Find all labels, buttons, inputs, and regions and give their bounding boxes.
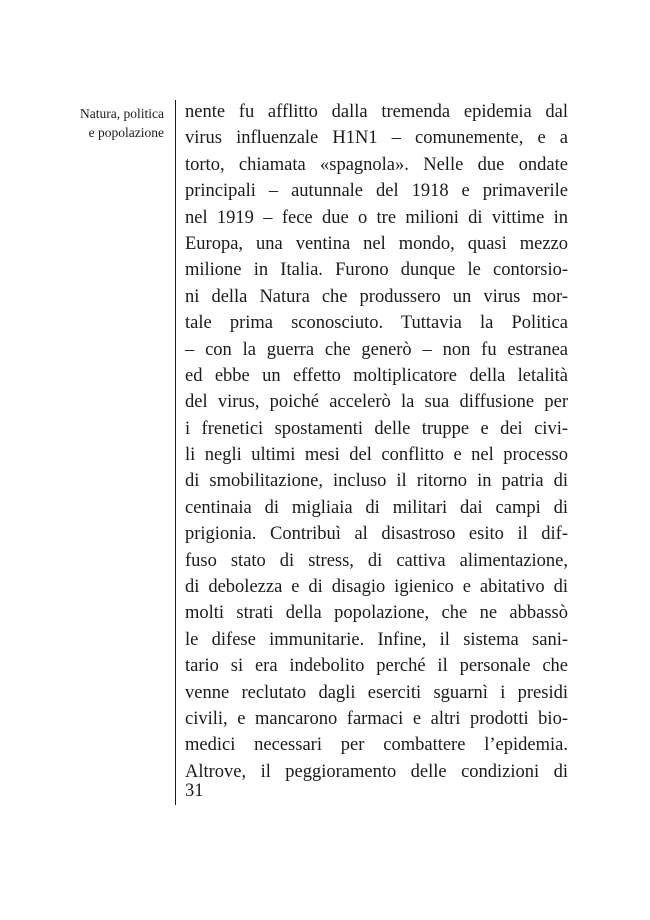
text-line: tario si era indebolito perché il personale che [185, 656, 568, 677]
text-line: di smobilitazione, incluso il ritorno in patria di [185, 471, 568, 492]
text-line: milione in Italia. Furono dunque le contorsio- [185, 260, 568, 281]
text-line: medici necessari per combattere l’epidemia. [185, 735, 568, 756]
vertical-rule [175, 100, 176, 805]
text-line: torto, chiamata «spagnola». Nelle due ondate [185, 154, 568, 175]
text-line: nente fu afflitto dalla tremenda epidemia dal [185, 102, 568, 122]
text-line: centinaia di migliaia di militari dai campi di [185, 497, 568, 518]
text-line: Altrove, il peggioramento delle condizioni di [185, 761, 568, 782]
text-line: li negli ultimi mesi del conflitto e nel processo [185, 445, 568, 466]
margin-note-line-1: Natura, politica [80, 106, 164, 121]
text-line: principali – autunnale del 1918 e primaverile [185, 181, 568, 202]
running-head-margin-note [40, 104, 164, 142]
text-line: ni della Natura che produssero un virus mor- [185, 286, 568, 307]
text-line: ed ebbe un effetto moltiplicatore della letalità [185, 365, 568, 386]
text-line: le difese immunitarie. Infine, il sistema sani- [185, 629, 568, 650]
text-line: molti strati della popolazione, che ne abbassò [185, 603, 568, 624]
text-line: prigionia. Contribuì al disastroso esito il dif- [185, 524, 568, 545]
text-line: del virus, poiché accelerò la sua diffusione per [185, 392, 568, 413]
text-line: virus influenzale H1N1 – comunemente, e a [185, 128, 568, 149]
text-line: Europa, una ventina nel mondo, quasi mezzo [185, 233, 568, 254]
text-line: tale prima sconosciuto. Tuttavia la Politica [185, 313, 568, 334]
body-text [185, 99, 568, 785]
text-line: i frenetici spostamenti delle truppe e dei civi- [185, 418, 568, 439]
text-line: fuso stato di stress, di cattiva alimentazione, [185, 550, 568, 571]
margin-note-line-2: e popolazione [88, 125, 164, 140]
text-line: – con la guerra che generò – non fu estranea [185, 339, 568, 360]
text-line: nel 1919 – fece due o tre milioni di vittime in [185, 207, 568, 228]
page-number: 31 [185, 781, 204, 801]
text-line: venne reclutato dagli eserciti sguarnì i presidi [185, 682, 568, 703]
text-line: di debolezza e di disagio igienico e abitativo di [185, 577, 568, 598]
text-line: civili, e mancarono farmaci e altri prodotti bio- [185, 708, 568, 729]
